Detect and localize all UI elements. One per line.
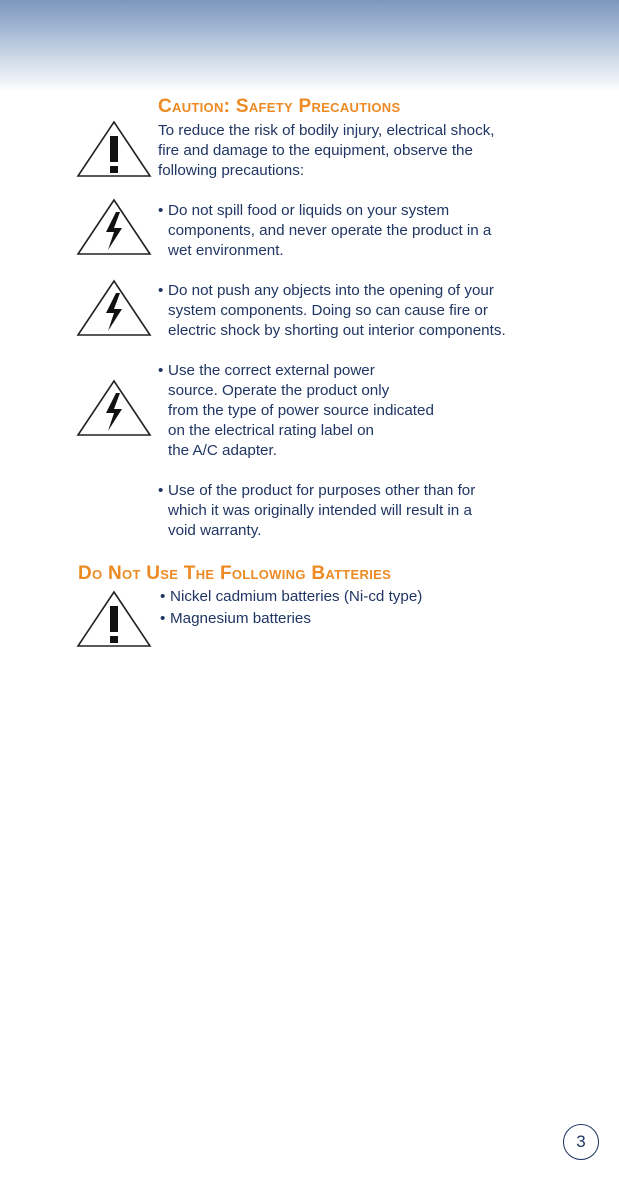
electric-shock-warning-icon [76,279,152,337]
list-item-line: on the electrical rating label on [168,422,375,439]
electric-shock-warning-icon [76,198,152,256]
list-item [160,587,423,607]
item-text: Use the correct external power [168,362,375,379]
item-text: Magnesium batteries [170,610,311,627]
bullet: • [158,482,164,499]
batteries-heading: Do Not Use The Following Batteries [78,563,392,584]
list-item-line: wet environment. [168,242,284,259]
electric-shock-warning-icon [76,379,152,437]
bullet: • [160,588,166,605]
item-text: Nickel cadmium batteries (Ni-cd type) [170,588,423,605]
list-item-line [158,481,476,501]
list-item-line [158,281,494,301]
list-item-line: system components. Doing so can cause fire or [168,302,488,319]
caution-heading: Caution: Safety Precautions [158,96,401,117]
list-item-line: electric shock by shorting out interior components. [168,322,506,339]
list-item-line: source. Operate the product only [168,382,390,399]
bullet: • [158,202,164,219]
header-gradient-band [0,0,619,92]
list-item-line: which it was originally intended will result in a [168,502,472,519]
intro-line: fire and damage to the equipment, observe the [158,142,473,159]
item-text: Do not push any objects into the opening of your [168,282,494,299]
list-item-line: components, and never operate the product in a [168,222,492,239]
bullet: • [158,362,164,379]
list-item [160,609,311,629]
list-item-line: the A/C adapter. [168,442,277,459]
list-item-line [158,361,375,381]
bullet: • [160,610,166,627]
list-item-line [158,201,450,221]
list-item-line: from the type of power source indicated [168,402,434,419]
list-item-line: void warranty. [168,522,262,539]
bullet: • [158,282,164,299]
item-text: Use of the product for purposes other than for [168,482,476,499]
exclamation-warning-icon [76,590,152,648]
exclamation-warning-icon [76,120,152,178]
item-text: Do not spill food or liquids on your system [168,202,450,219]
intro-line: following precautions: [158,162,305,179]
intro-line: To reduce the risk of bodily injury, electrical shock, [158,122,495,139]
page-number: 3 [563,1124,599,1160]
